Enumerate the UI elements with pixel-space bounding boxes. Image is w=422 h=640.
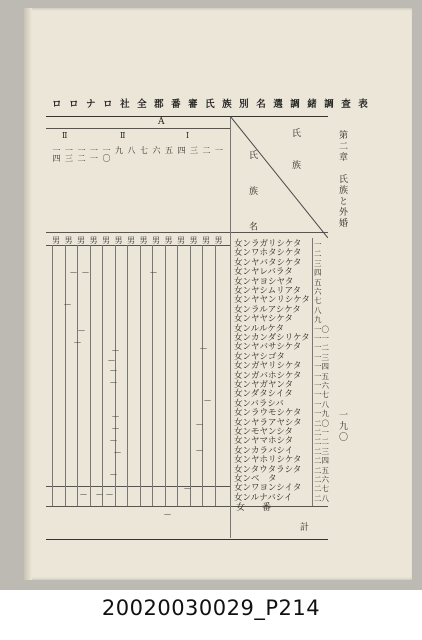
column-header-number: 六	[152, 146, 161, 154]
row-number: 一四	[314, 362, 329, 372]
row-number: 一八	[314, 399, 329, 409]
group-label: A	[158, 117, 165, 127]
tally-mark: —	[200, 344, 207, 352]
title-char: ナ	[86, 99, 96, 110]
group-divider-mark: Ⅱ	[62, 131, 68, 140]
column-header-number: 八	[127, 146, 136, 154]
tally-mark: —	[164, 510, 171, 518]
title-char: 郡	[154, 99, 164, 110]
group-rule	[46, 128, 230, 129]
title-char: 別	[239, 99, 249, 110]
column-header-number: 三	[189, 146, 199, 154]
sex-label: 男	[164, 236, 173, 245]
image-caption: 20020030029_P214	[101, 596, 321, 620]
column-header-number: 一二	[77, 146, 86, 162]
column-header-number: 一三	[64, 146, 74, 162]
sex-label: 男	[64, 236, 73, 245]
tally-mark: —	[184, 484, 191, 492]
sex-label: 男	[127, 236, 135, 245]
clan-name-entry: 女ンヤレバラタ	[234, 267, 293, 278]
clan-name-entry: 女ンガヤリシケタ	[234, 361, 302, 372]
clan-name-entry: 女ンヤシムリアタ	[234, 286, 301, 296]
clan-name-entry: 女ンラウモシケタ	[234, 408, 302, 419]
column-divider	[65, 245, 66, 506]
sex-label: 男	[77, 236, 85, 245]
row-number: 二一	[314, 428, 329, 437]
row-number: 三	[314, 258, 322, 268]
clan-name-entry: 女ンガバホシケタ	[234, 370, 302, 381]
tally-mark: —	[70, 268, 77, 276]
row-number: 二八	[314, 493, 329, 503]
rownum-divider	[312, 238, 313, 506]
title-char: 査	[341, 99, 351, 110]
column-divider	[140, 245, 141, 506]
title-char: 名	[256, 99, 266, 110]
tally-mark: —	[196, 446, 203, 454]
group-divider-mark: Ⅰ	[186, 131, 190, 140]
row-number: 六	[314, 287, 322, 296]
title-char: ロ	[103, 99, 113, 110]
row-number: 九	[314, 315, 322, 325]
title-char: 社	[120, 99, 130, 110]
tally-mark: —	[82, 268, 89, 276]
column-divider	[215, 245, 216, 506]
header-col-label: 氏 族	[290, 128, 300, 179]
title-char: 調	[290, 99, 300, 110]
title-char: ロ	[69, 99, 79, 110]
clan-name-entry: 女ンヤヤンリシケタ	[234, 295, 310, 306]
row-number: 五	[314, 277, 322, 287]
tally-mark: —	[110, 378, 117, 386]
title-char: 族	[222, 99, 232, 110]
row-number: 二〇	[314, 418, 329, 428]
column-header-number: 七	[139, 146, 149, 154]
header-diagonal-box	[230, 116, 328, 238]
clan-name-entry: 女ンヤラアヤシタ	[234, 417, 302, 428]
clan-name-entry: 女ンヤガヤンタ	[234, 380, 294, 390]
tally-mark: —	[112, 346, 119, 354]
row-number: 一五	[314, 371, 329, 381]
title-char: ロ	[52, 99, 62, 110]
sex-label: 男	[189, 236, 198, 245]
clan-name-entry: 女ンヤヨシヤタ	[234, 276, 294, 287]
column-divider	[102, 245, 103, 506]
column-divider	[202, 245, 203, 506]
clan-name-entry: 女ンヤバタシケタ	[234, 257, 302, 268]
clan-name-entry: 女ンルルケタ	[234, 323, 284, 334]
row-number: 七	[314, 296, 322, 306]
sex-label: 男	[139, 236, 148, 245]
clan-name-entry: 女ンバラシバ	[234, 398, 284, 409]
row-number: 二四	[314, 456, 329, 466]
row-number: 一	[314, 240, 322, 249]
column-header-number: 二	[202, 146, 211, 154]
clan-name-entry: 女ンヤヤシケタ	[234, 314, 293, 325]
row-number: 二六	[314, 475, 329, 484]
column-header-number: 一一	[89, 146, 99, 162]
chapter-heading: 第二章 氏族と外婚	[337, 130, 347, 229]
column-divider	[127, 245, 128, 506]
tally-mark: —	[112, 412, 119, 420]
clan-name-entry: 女ンベ タ	[234, 474, 277, 484]
column-header-number: 一四	[52, 146, 61, 162]
tally-mark: —	[78, 326, 85, 334]
tally-mark: —	[108, 356, 115, 364]
footer-total-label: 計	[300, 523, 310, 533]
sex-label: 男	[89, 236, 98, 245]
title-char: 調	[324, 99, 334, 110]
clan-name-entry: 女ンラガリシケタ	[234, 239, 302, 249]
clan-name-entry: 女ンヤシゴタ	[234, 351, 285, 362]
clan-name-entry: 女ンダタシイタ	[234, 389, 293, 400]
row-number: 一六	[314, 381, 329, 390]
tally-mark: —	[196, 420, 203, 428]
tally-mark: —	[96, 490, 103, 498]
tally-mark: —	[110, 470, 117, 478]
page-number: 一九〇	[337, 410, 347, 443]
clan-name-entry: 女ンワヨンシイタ	[234, 483, 302, 494]
tally-mark: —	[204, 396, 211, 404]
footer-rule	[46, 506, 328, 507]
column-header-number: 一	[214, 146, 224, 154]
row-number: 二三	[314, 446, 329, 456]
footer-female-label: 女	[236, 503, 246, 513]
clan-name-entry: 女ンルナバシイ	[234, 492, 293, 503]
tally-mark: —	[74, 338, 81, 346]
clan-name-entry: 女ンヤバサシケタ	[234, 342, 302, 353]
clan-name-entry: 女ンラルアシケタ	[234, 304, 301, 315]
tally-mark: —	[112, 424, 119, 432]
row-number: 一七	[314, 390, 329, 400]
title-char: 審	[188, 99, 198, 110]
title-char: 番	[171, 99, 181, 110]
row-number: 一二	[314, 343, 329, 353]
column-divider	[165, 245, 166, 506]
column-divider	[152, 245, 153, 506]
row-number: 二二	[314, 437, 329, 447]
header-row-label: 氏 族 名	[247, 150, 257, 243]
sex-label: 男	[177, 236, 185, 245]
column-header-number: 四	[177, 146, 186, 154]
tally-mark: —	[114, 448, 121, 456]
tally-mark: —	[110, 436, 117, 444]
tally-mark: —	[110, 366, 117, 374]
table-title	[52, 96, 368, 110]
clan-name-entry: 女ンワホタシケタ	[234, 248, 302, 259]
tally-mark: —	[106, 490, 113, 498]
footer-count-label: 番	[262, 503, 272, 513]
group-divider-mark: Ⅱ	[120, 131, 126, 140]
column-divider	[115, 245, 116, 506]
row-number: 二	[314, 249, 322, 259]
title-char: 緒	[307, 99, 317, 110]
clan-name-entry: 女ンカラバシイ	[234, 445, 294, 456]
clan-name-entry: 女ンヤホリシケタ	[234, 455, 302, 466]
row-number: 四	[314, 268, 322, 278]
clan-name-entry: 女ンモヤンシタ	[234, 427, 293, 437]
column-divider	[177, 245, 178, 506]
row-number: 二五	[314, 465, 329, 475]
sex-label: 男	[152, 236, 160, 245]
column-header-number: 九	[114, 146, 124, 154]
clan-name-entry: 女ンカンダシリケタ	[234, 333, 310, 343]
sex-label: 男	[214, 236, 223, 245]
column-divider	[77, 245, 78, 506]
title-char: 表	[358, 99, 368, 110]
title-char: 氏	[205, 99, 215, 110]
row-number: 一三	[314, 352, 329, 362]
tally-mark: —	[80, 490, 87, 498]
sex-label: 男	[202, 236, 210, 245]
column-header-number: 五	[164, 146, 174, 154]
title-char: 全	[137, 99, 147, 110]
column-divider	[90, 245, 91, 506]
sex-label: 男	[114, 236, 123, 245]
row-number: 一〇	[314, 324, 329, 334]
clan-name-entry: 女ンタウタラシタ	[234, 464, 302, 475]
sex-label: 男	[102, 236, 110, 245]
clan-name-entry: 女ンヤマホシタ	[234, 436, 294, 447]
row-number: 八	[314, 305, 322, 315]
column-divider	[190, 245, 191, 506]
column-divider	[52, 245, 53, 506]
tally-mark: —	[64, 300, 71, 308]
row-number: 二七	[314, 484, 329, 494]
column-header-number: 一〇	[102, 146, 111, 162]
title-char: 選	[273, 99, 283, 110]
sex-label: 男	[52, 236, 60, 245]
row-number: 一九	[314, 409, 329, 419]
row-number: 一一	[314, 334, 329, 343]
tally-mark: —	[150, 268, 157, 276]
